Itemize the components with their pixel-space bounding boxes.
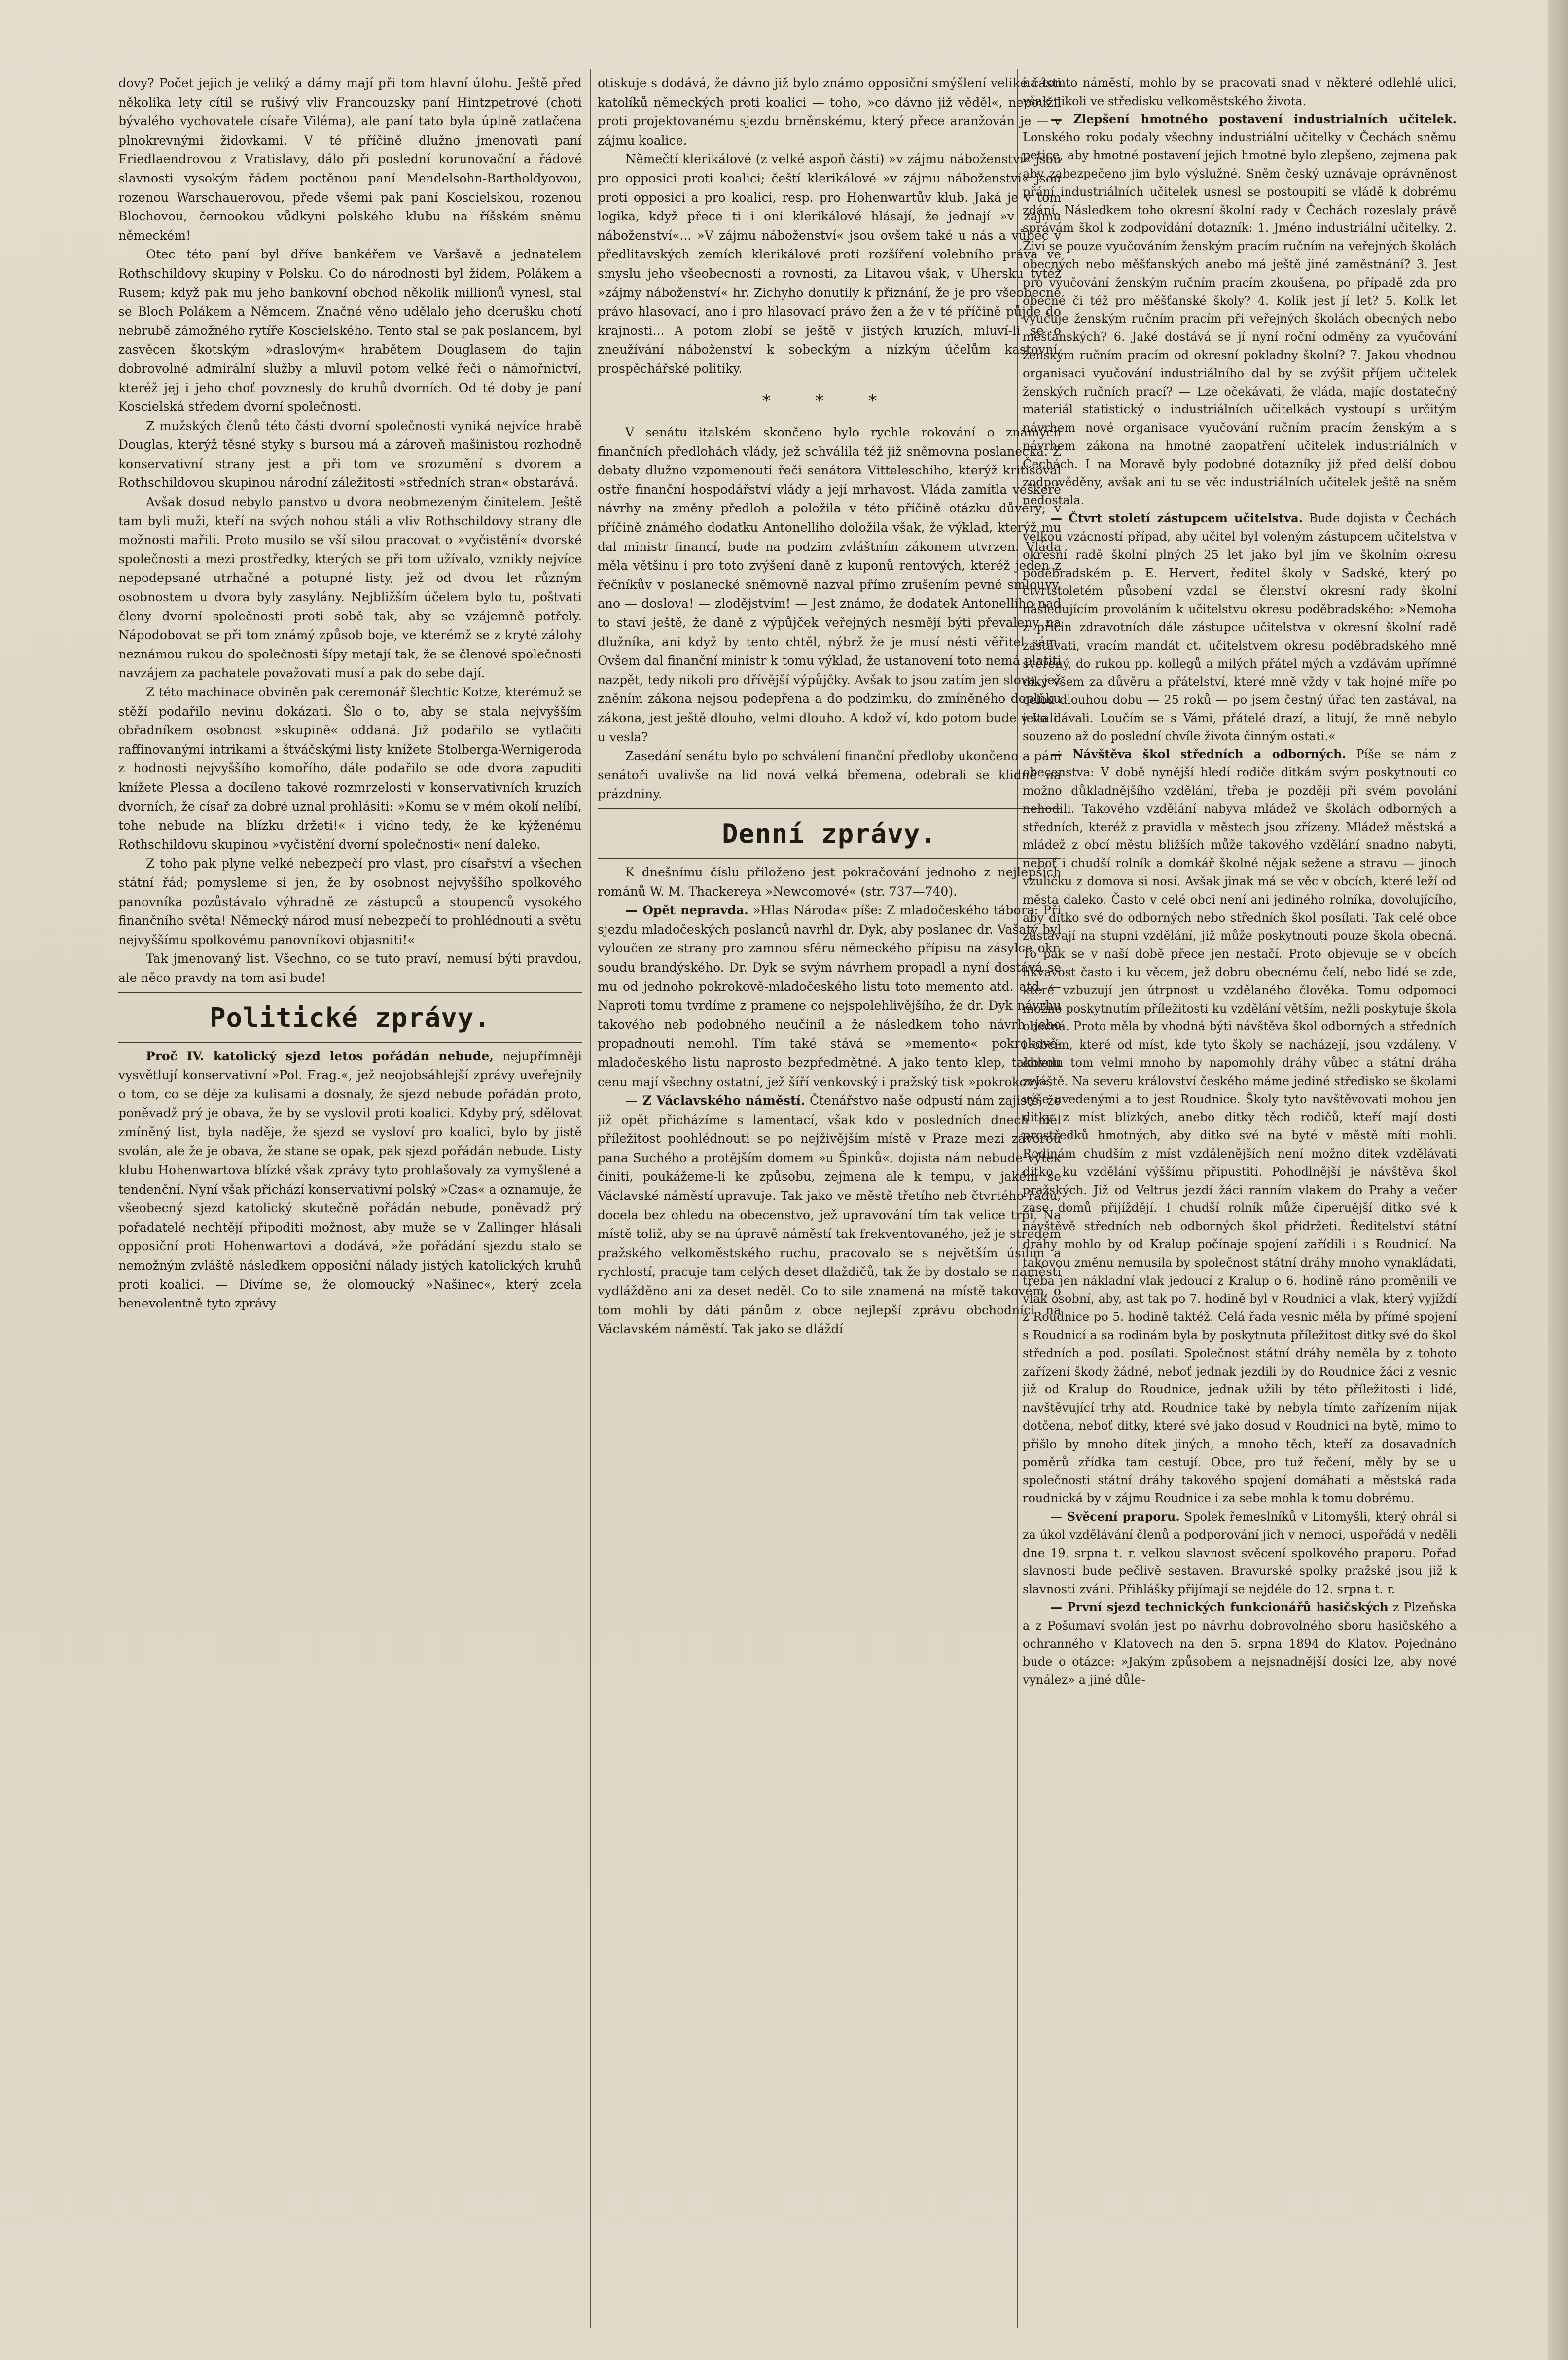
paragraph	[1023, 1598, 1457, 1689]
paragraph-body: Čtenářstvo naše odpustí nám zajisté, že již opět přicházíme s lamentací, však kdo v posledních dnech měl příležitost poohlédnouti se po nejživějším místě v Praze mezi závorou pana Suchého a protějším domem »u Špinků«, dojista nám nebude výtek činiti, poukážeme-li ke způsobu, zejmena ale k tempu, v jakém se Václavské náměstí upravuje. Tak jako ve městě třetího neb čtvrtého řádu, docela bez ohledu na obecenstvo, jež upravování tím tak velice trpí. Na místě toliž, aby se na úpravě náměstí tak frekventovaného, jež je středem pražského velkoměstského ruchu, pracovalo se s největším úsilím a rychlostí, pracuje tam celých deset dlaždičů, tak že by dostalo se náměstí vydlážděno ani za deset neděl. Co to sile znamená na místě takovém, o tom mohli by dáti pánům z obce nejlepší zprávu obchodníci na Václavském náměstí. Tak jako se dláždí	[598, 1093, 1061, 1337]
column-right	[1023, 74, 1457, 2323]
paragraph: K dnešnímu číslu přiloženo jest pokračování jednoho z nejlepších románů W. M. Thackereya »Newcomové« (str. 737—740).	[598, 865, 1061, 899]
paragraph-lead: — Čtvrt století zástupcem učitelstva.	[1050, 511, 1303, 526]
paragraph-lead: — Zlepšení hmotného postavení industrialních učitelek.	[1050, 111, 1457, 126]
paragraph: V senátu italském skončeno bylo rychle rokování o známých finančních předlohách vlády, jež schválila též již sněmovna poslanecká. Z debaty dlužno vzpomenouti řeči senátora Vitteleschiho, kterýž kritisoval ostře finanční hospodářství vlády a její mrhavost. Vláda zamítla veškeré návrhy na změny předloh a položila v této příčině otázku důvěry; v příčině známého dodatku Antonelliho doložila však, že výklad, kterýž mu dal ministr financí, bude na podzim zvláštním zákonem utvrzen. Vláda měla většinu i pro toto zvýšení daně z kuponů rentových, kteréž jeden z řečníkův v poslanecké sněmovně nazval přímo zrušením pevné smlouvy, ano — doslova! — zlodějstvím! — Jest známo, že dodatek Antonelliho nad to staví ještě, že daně z výpůjček veřejných nesmějí býti převaleny na dlužníka, ani když by tento chtěl, nýbrž že je musí nésti věřitel sám. Ovšem dal finanční ministr k tomu výklad, že ustanovení toto nemá platiti nazpět, tedy nikoli pro dřívější výpůjčky. Avšak to jsou zatím jen slova, jež zněním zákona nejsou podepřena a do podzimku, do zmíněného doplňku zákona, jest ještě dlouho, velmi dlouho. A kdož ví, kdo potom bude v Italii u vesla?	[598, 425, 1061, 744]
section-rule	[118, 992, 582, 993]
paragraph: Avšak dosud nebylo panstvo u dvora neobmezeným činitelem. Ještě tam byli muži, kteří na svých nohou stáli a vliv Rothschildovy strany dle možnosti mařili. Proto musilo se vší silou pracovat o »vyčistění« dvorské společnosti a mezi prostředky, kterých se při tom užívalo, vznikly nejvíce nepodepsané utrhačné a potupné listy, jež od dvou let různým osobnostem u dvora byly zasylány. Nejbližším účelem bylo tu, poštvati členy dvorní společnosti proti sobě tak, aby se vzájemně potřely. Nápodobovat se při tom známý způsob boje, ve kterémž se z kryté zálohy neznámou rukou do společnosti šípy metají tak, že se členové společnosti navzájem za pachatele považovati musí a pak do sebe dají.	[118, 495, 582, 681]
paragraph-body: z Plzeňska a z Pošumaví svolán jest po návrhu dobrovolného sboru hasičského a ochranného v Klatovech na den 5. srpna 1894 do Klatov. Pojednáno bude o otázce: »Jakým způsobem a nejsnadnější dosíci lze, aby nové vynález» a jiné důle-	[1023, 1600, 1457, 1687]
paragraph: Z toho pak plyne velké nebezpečí pro vlast, pro císařství a všechen státní řád; pomysleme si jen, že by osobnost nejvyššího spolkového panovníka pozůstávalo výhradně ze zástupců a stoupenců vysokého finančního světa! Německý národ musí nebezpečí to prohlédnouti a světu nejvyššímu spolkovému panovníkovi objasniti!«	[118, 856, 582, 947]
paragraph-lead: Proč IV. katolický sjezd letos pořádán nebude,	[146, 1049, 494, 1063]
section-heading-denni-zpravy: Denní zprávy.	[722, 818, 937, 849]
paragraph	[118, 1047, 582, 1313]
section-rule	[598, 808, 1061, 809]
paragraph: na tomto náměstí, mohlo by se pracovati snad v některé odlehlé ulici, však nikoli ve středisku velkoměstského života.	[1023, 76, 1457, 108]
paragraph-body: Lonského roku podaly všechny industriální učitelky v Čechách sněmu petice, aby hmotné postavení jejich hmotné bylo zlepšeno, zejmena pak aby zabezpečeno jim bylo výslužné. Sněm český uznávaje oprávněnost přání industriálních učitelek usnesl se postoupiti se vládě k dobrému zdání. Následkem toho okresní školní rady v Čechách rozeslaly právě správám škol k zodpovídání dotazník: 1. Jméno industriální učitelky. 2. Živí se pouze vyučováním ženským pracím ručním na veřejných školách obecných nebo měšťanských anebo má ještě jiné zaměstnání? 3. Jest pro vyučování ženským ručním pracím zkoušena, po případě zda pro obecné či též pro měšťanské školy? 4. Kolik jest jí let? 5. Kolik let vyučuje ženským ručním pracím při veřejných školách obecných nebo měšťanských? 6. Jaké dostává se jí nyní roční odměny za vyučování ženským ručním pracím od okresní pokladny školní? 7. Jakou vhodnou organisaci vyučování industriálního dal by se zvýšit příjem učitelek ženských ručních prací? — Lze očekávati, že vláda, majíc dostatečný materiál statistický o industriálních učitelkách vystoupí s určitým návrhem nové organisace vyučování ručním pracím ženským a s návrhem zákona na hmotné zaopatření učitelek industriálních v Čechách. I na Moravě byly podobné dotazníky již před delší dobou zodpověděny, avšak ani tu se věc industriálních učitelek ještě na sněm nedostala.	[1023, 130, 1457, 508]
paragraph: otiskuje s dodává, že dávno již bylo známo opposiční smýšlení veliké části katolíků německých proti koalici — toho, »co dávno již věděl«, nepoužil proti projektovanému sjezdu brněnskému, který přece aranžován je — v zájmu koalice.	[598, 76, 1061, 147]
section-rule	[598, 858, 1061, 859]
paragraph-body: nejupřímněji vysvětlují konservativní »Pol. Frag.«, jež neojobsáhlejší zprávy uveřejnily o tom, co se děje za kulisami a dosnaly, že sjezd nebude pořádán proto, poněvadž prý je obava, že by se vyslovil proti koalici. Kdyby prý, sdělovat zmíněný list, byla naděje, že sjezd se vysloví pro koalici, bylo by jistě svolán, ale že je obava, že stane se opak, pak sjezd pořádán nebude. Listy klubu Hohenwartova blízké však zprávy tyto prohlašovaly za vymyšlené a tendenční. Nyní však přichází konservativní polský »Czas« a oznamuje, že všeobecný sjezd katolický skutečně pořádán nebude, poněvadž prý pořadatelé nechtějí připoditi možnost, aby muže se v Zallinger hlásali opposiční proti Hohenwartovi a dodává, »že pořádání sjezdu stalo se nemožným zvláště následkem opposiční nálady jistých katolických kruhů proti koalici. — Divíme se, že olomoucký »Našinec«, který zcela benevolentně tyto zprávy	[118, 1049, 582, 1311]
section-separator: * * *	[762, 391, 897, 411]
paragraph: Němečtí klerikálové (z velké aspoň části) »v zájmu náboženství« jsou pro opposici proti koalici; čeští klerikálové »v zájmu náboženství« jsou proti opposici a pro koalici, resp. pro Hohenwartův klub. Jaká je v tom logika, když přece ti i oni klerikálové hlásají, že jednají »v zájmu náboženství«... »V zájmu náboženství« jsou ovšem také u nás a vůbec v předlitavských zemích klerikálové proti rozšíření volebního práva ve smyslu jeho všeobecnosti a rovnosti, za Litavou však, v Uhersku tytéž »zájmy náboženství« hr. Zichyho donutily k přiznání, že je pro všeobecné právo hlasovací, ano i pro hlasovací právo žen a že v té příčině půjde do krajnosti... A potom zlobí se ještě v jistých kruzích, mluví-li se o zneužívání náboženství k sobeckým a nízkým účelům kastovní, prospěchářské politiky.	[598, 152, 1061, 376]
paragraph	[598, 1091, 1061, 1339]
paragraph: Otec této paní byl dříve bankéřem ve Varšavě a jednatelem Rothschildovy skupiny v Polsku. Co do národnosti byl židem, Polákem a Rusem; když pak mu jeho bankovní obchod několik millionů vynesl, stal se Bloch Polákem a Němcem. Značné věno udělalo jeho dcerušku chotí nebrubě zámožného rytíře Koscielského. Tento stal se pak poslancem, byl zasvěcen škotským »draslovým« hrabětem Douglasem do tajin dobrovolné admirální služby a mluvil potom velké řeči o námořnictví, kteréž jej i jeho choť povznesly do kruhů dvorních. Od té doby je paní Koscielská středem dvorní společnosti.	[118, 247, 582, 414]
paragraph-body: Bude dojista v Čechách velkou vzácností případ, aby učitel byl voleným zástupcem učitelstva v okresní radě školní plných 25 let jako byl jím ve školním okresu poděbradském p. E. Hervert, ředitel školy v Sadské, který po čtvrtstoletém působení vzdal se členství okresní rady školní následujícím provoláním k učitelstvu okresu poděbradského: »Nemoha z příčin zdravotních dále zástupce učitelstva v okresní školní radě zastávati, vracím mandát ct. učitelstvem okresu poděbradského mně svěřený, do rukou pp. kollegů a milých přátel mých a vzdávám upřímné díky všem za důvěru a přátelství, které mně vždy v tak hojné míře po celou dlouhou dobu — 25 roků — po jsem čestný úřad ten zastával, na jevo dávali. Loučím se s Vámi, přátelé drazí, a litují, že mně nebylo souzeno až do poslední chvíle života činným ostati.«	[1023, 511, 1457, 743]
paragraph: dovy? Počet jejich je veliký a dámy mají při tom hlavní úlohu. Ještě před několika lety cítil se rušivý vliv Francouzsky paní Hintzpetrové (choti bývalého vychovatele císaře Viléma), ale paní tato byla úplně zatlačena plnokrevnými židovkami. V té příčině dlužno jmenovati paní Friedlaendrovou z Vratislavy, dálo při poslední korunovační a řádové slavnosti vysokým řádem poctěnou paní Mendelsohn-Bartholdyovou, rozenou Warschauerovou, přede všemi pak paní Koscielskou, rozenou Blochovou, černookou vůdkyni polského klubu na říšském sněmu německém!	[118, 76, 582, 243]
paragraph: Z této machinace obviněn pak ceremonář šlechtic Kotze, kterémuž se stěží podařilo nevinu dokázati. Šlo o to, aby se stala nejvyšším obřadníkem osobnost »skupině« oddaná. Již podařilo se vytlačiti raffinovanými intrikami a štváčskými listy knížete Stolberga-Wernigeroda z hodnosti nejvyššího komořího, dále podařilo se ode dvora zapuditi knížete Plessa a docíleno takové rozmrzelosti v konservativních kruzích dvorních, že císař za dobré uznal prohlásiti: »Komu se v mém okolí nelíbí, tohe nebude na blízku držeti!« i vidno tedy, že ke kýženému Rothschildovu skupinou »vyčistění dvorní společnosti« není daleko.	[118, 685, 582, 852]
paragraph-lead: — Opět nepravda.	[625, 903, 748, 918]
paragraph: Z mužských členů této části dvorní společnosti vyniká nejvíce hrabě Douglas, kterýž těsné styky s bursou má a zároveň mašinistou rozhodně konservativní strany jest a při tom ve srozumění s dvorem a Rothschildovou skupinou národní záležitosti »středních stran« obstarává.	[118, 418, 582, 490]
paragraph: Tak jmenovaný list. Všechno, co se tuto praví, nemusí býti pravdou, ale něco pravdy na tom asi bude!	[118, 951, 582, 985]
paragraph-lead: — První sjezd technických funkcionářů hasičských	[1050, 1599, 1389, 1614]
page-edge	[1548, 0, 1568, 2360]
paragraph-body: »Hlas Národa« píše: Z mladočeského tábora: Při sjezdu mladočeských poslanců navrhl dr. Dyk, aby poslanec dr. Vašatý byl vyloučen ze strany pro zamnou sféru německého přípisu na zásylce okr. soudu brandýského. Dr. Dyk se svým návrhem propadl a nyní dostává se mu od jednoho pokrokově-mladočeského listu toto memento atd. atd. — Naproti tomu tvrdíme z pramene co nejspolehlivějšího, že dr. Dyk návrhu takového neb podobného neučinil a že následkem toho návrh jeho propadnouti nemohl. Tím také stává se »memento« pokrokově-mladočeského listu naprosto bezpředmětné. A jako tento klep, takovou cenu mají všechny ostatní, jež šíří venkovský i pražský tisk »pokrokový«.	[598, 903, 1061, 1089]
column-rule	[590, 69, 591, 2328]
column-left	[118, 74, 582, 2323]
paragraph	[1023, 110, 1457, 510]
section-rule	[118, 1042, 582, 1043]
paragraph-lead: — Svěcení praporu.	[1050, 1509, 1180, 1524]
paragraph	[598, 901, 1061, 1091]
paragraph	[1023, 745, 1457, 1507]
section-heading-politicke-zpravy: Politické zprávy.	[210, 1002, 491, 1033]
paragraph: Zasedání senátu bylo po schválení finanční předloby ukončeno a páni senátoři uvalivše na lid nová velká břemena, odebrali se klidně na prázdniny.	[598, 749, 1061, 801]
paragraph-lead: — Z Václavského náměstí.	[625, 1093, 805, 1108]
paragraph	[1023, 1508, 1457, 1598]
paragraph-body: Spolek řemeslníků v Litomyšli, který ohrál si za úkol vzdělávání členů a podporování jich v nemoci, uspořádá v neděli dne 19. srpna t. r. velkou slavnost svěcení spolkového praporu. Pořad slavnosti bude pečlivě sestaven. Bravurské spolky pražské jsou již k slavnosti zváni. Přihlášky přijímají se nejdéle do 12. srpna t. r.	[1023, 1509, 1457, 1597]
paragraph-lead: — Návštěva škol středních a odborných.	[1050, 747, 1346, 762]
column-middle	[598, 74, 1061, 2323]
paragraph-body: Píše se nám z obecenstva: V době nynější hledí rodiče ditkám svým poskytnouti co možno důkladnějšího vzdělání, třeba je později při svém povolání nehodili. Takového vzdělání nabyva mládež ve školách odborných a středních, kteréž z pravidla v městech jsou zřízeny. Mládež městská a mládež z obcí městu bližších může takového vzdělání snadno nabyti, neboť i chudší rolník a domkář školné nějak sežene a stravu — jinoch vzuličku z domova si nosí. Avšak jinak má se věc v obcích, které leží od města daleko. Často v celé obci není ani jediného rolníka, dovolujícího, aby ditko své do odborných nebo středních škol posílati. Tak celé obce zůstávají na stupni vzdělání, již může poskytnouti pouze škola obecná. To pak se v naší době přece jen nestačí. Proto objevuje se v obcích likvavost často i ku věcem, jež dobru obecnému čelí, nebo lidé se zde, které vzbuzují jen útrpnost u vzdělaného člověka. Tomu odpomoci možno poskytnutím příležitosti ku vzdělání větším, nežli poskytuje škola obecná. Proto měla by vhodná býti návštěva škol odborných a středních i obcím, které od míst, kde tyto školy se nacházejí, jsou vzdáleny. V ohledu tom velmi mnoho by napomohly dráhy vůbec a státní dráha zvláště. Na severu království českého máme jediné středisko se školami výše uvedenými a to jest Roudnice. Školy tyto navštěvovati mohou jen ditky z míst blízkých, anebo ditky těch rodičů, kteří mají dosti prostředků hmotných, aby ditko své na byté v městě míti mohli. Rodinám chudším z míst vzdálenějších není možno ditek vzdělávati ditko ku vzdělání výššímu připustiti. Pohodlnější je návštěva škol pražských. Již od Veltrus jezdí žáci ranním vlakem do Prahy a večer zase domů přijíždějí. I chudší rolník může čiperuější ditko své k návštěvě středních neb odborných škol přidržeti. Ředitelství státní dráhy mohlo by od Kralup počínaje spojení zařídili i s Roudnicí. Na takovou změnu nemusila by společnost státní dráhy mnoho vynakládati, třeba jen nákladní vlak jedoucí z Kralup o 6. hodině ráno proměnili ve vlak osobní, aby, ast tak po 7. hodině byl v Roudnici a vlak, který vyjíždí z Roudnice po 5. hodině taktéž. Celá řada vesnic měla by přímé spojení s Roudnicí a sa rodinám byla by poskytnuta příležitost ditky své do škol středních a pod. posílati. Společnost státní dráhy neměla by z tohoto zařízení škody žádné, neboť jednak jezdili by do Roudnice žáci z vesnic již od Kralup do Roudnice, jednak užili by této příležitosti i lidé, navštěvující trhy atd. Roudnice také by nebyla tímto zařízením nijak dotčena, neboť ditky, které své jako dosud v Roudnici na bytě, mimo to přišlo by mnoho dítek jiných, a mnoho těch, kteří za dosavadních poměrů zřídka tam cestují. Obce, pro tuž řečení, měly by se u společnosti státní dráhy takového spojení domáhati a městská rada roudnická by v zájmu Roudnice i za sebe mohla k tomu dobrému.	[1023, 747, 1457, 1506]
paragraph	[1023, 509, 1457, 745]
